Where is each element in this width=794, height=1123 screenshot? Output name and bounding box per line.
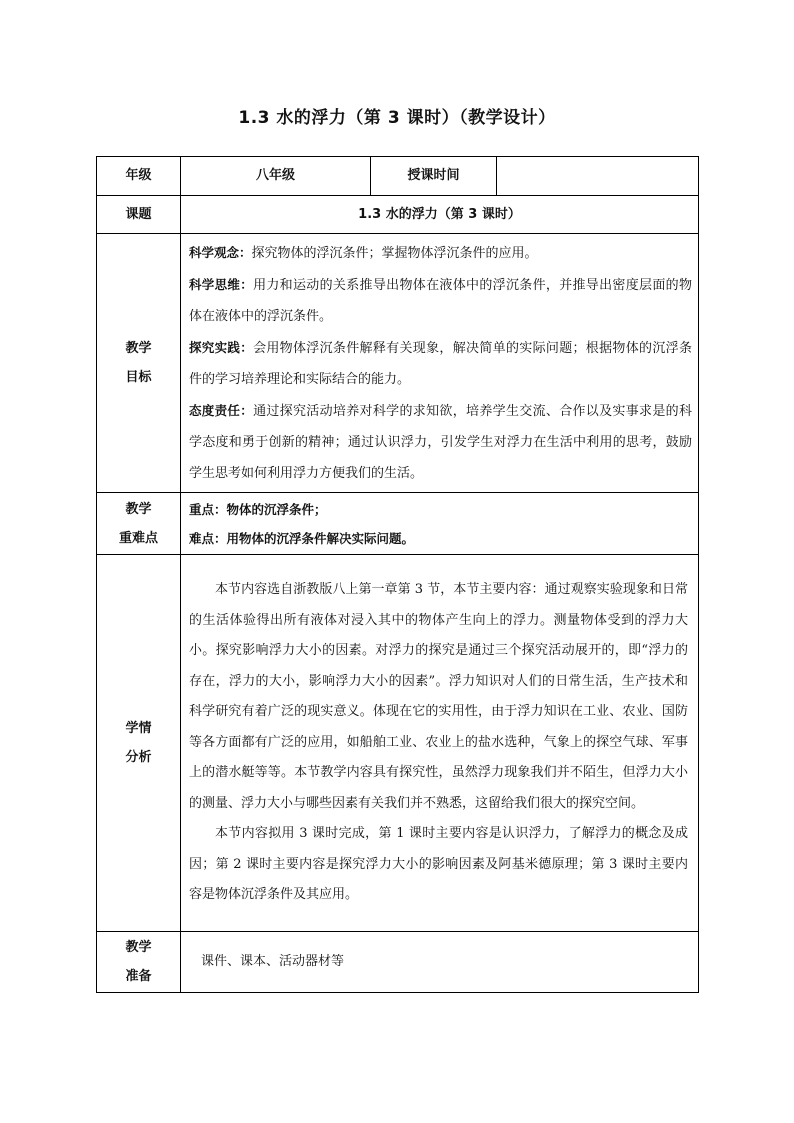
objective-key: 科学观念： xyxy=(189,245,252,260)
objectives-content xyxy=(181,234,699,493)
objective-item xyxy=(189,332,692,395)
objectives-label xyxy=(97,234,181,493)
objective-item xyxy=(189,395,692,489)
difficult-point: 难点：用物体的沉浮条件解决实际问题。 xyxy=(189,530,415,546)
topic-value: 1.3 水的浮力（第 3 课时） xyxy=(181,196,699,234)
time-label: 授课时间 xyxy=(371,157,497,196)
analysis-row xyxy=(97,555,699,932)
prep-label-line1: 教学 xyxy=(125,940,152,955)
keypoints-row xyxy=(97,493,699,555)
objective-key: 探究实践： xyxy=(189,340,254,355)
analysis-content xyxy=(181,555,699,932)
document-title: 1.3 水的浮力（第 3 课时）（教学设计） xyxy=(238,108,556,128)
objective-item xyxy=(189,237,692,269)
analysis-paragraph: 本节内容拟用 3 课时完成，第 1 课时主要内容是认识浮力，了解浮力的概念及成因；第 2 课时主要内容是探究浮力大小的影响因素及阿基米德原理；第 3 课时主要内容是物体沉浮条件及其应用。 xyxy=(189,826,688,903)
objectives-row xyxy=(97,234,699,493)
analysis-label xyxy=(97,555,181,932)
keypoints-label-line1: 教学 xyxy=(125,501,152,517)
objective-text: 会用物体浮沉条件解释有关现象，解决简单的实际问题；根据物体的沉浮条件的学习培养理论和实际结合的能力。 xyxy=(189,341,692,387)
analysis-label-line1: 学情 xyxy=(125,721,152,736)
grade-label: 年级 xyxy=(97,157,181,196)
keypoints-label xyxy=(97,493,181,555)
keypoints-content xyxy=(181,493,699,555)
objective-text: 用力和运动的关系推导出物体在液体中的浮沉条件，并推导出密度层面的物体在液体中的浮沉条件。 xyxy=(189,278,692,324)
objective-text: 探究物体的浮沉条件；掌握物体浮沉条件的应用。 xyxy=(251,246,538,261)
topic-row xyxy=(97,196,699,234)
objective-item xyxy=(189,269,692,332)
grade-value: 八年级 xyxy=(181,157,371,196)
objective-text: 通过探究活动培养对科学的求知欲，培养学生交流、合作以及实事求是的科学态度和勇于创新的精神；通过认识浮力，引发学生对浮力在生活中利用的思考，鼓励学生思考如何利用浮力方便我们的生活。 xyxy=(189,404,692,481)
prep-label-line2: 准备 xyxy=(125,969,152,984)
prep-row xyxy=(97,932,699,993)
prep-label xyxy=(97,932,181,993)
grade-row xyxy=(97,157,699,196)
objectives-label-line2: 目标 xyxy=(125,370,152,385)
analysis-paragraph: 本节内容选自浙教版八上第一章第 3 节，本节主要内容：通过观察实验现象和日常的生活体验得出所有液体对浸入其中的物体产生向上的浮力。测量物体受到的浮力大小。探究影响浮力大小的因素。对浮力的探究是通过三个探究活动展开的，即“浮力的存在，浮力的大小，影响浮力大小的因素”。浮力知识对人们的日常生活，生产技术和科学研究有着广泛的现实意义。体现在它的实用性，由于浮力知识在工业、农业、国防等各方面都有广泛的应用，如船舶工业、农业上的盐水选种，气象上的探空气球、军事上的潜水艇等等。本节教学内容具有探究性，虽然浮力现象我们并不陌生，但浮力大小的测量、浮力大小与哪些因素有关我们并不熟悉，这留给我们很大的探究空间。 xyxy=(189,582,688,811)
objective-key: 科学思维： xyxy=(189,277,254,292)
topic-label: 课题 xyxy=(97,196,181,234)
keypoints-label-line2: 重难点 xyxy=(118,530,158,546)
objective-key: 态度责任： xyxy=(189,403,254,418)
lesson-plan-table xyxy=(96,156,699,993)
prep-value: 课件、课本、活动器材等 xyxy=(181,932,699,993)
key-point: 重点：物体的沉浮条件； xyxy=(189,501,327,517)
analysis-label-line2: 分析 xyxy=(125,750,152,765)
objectives-label-line1: 教学 xyxy=(125,341,152,356)
time-value xyxy=(497,157,699,196)
